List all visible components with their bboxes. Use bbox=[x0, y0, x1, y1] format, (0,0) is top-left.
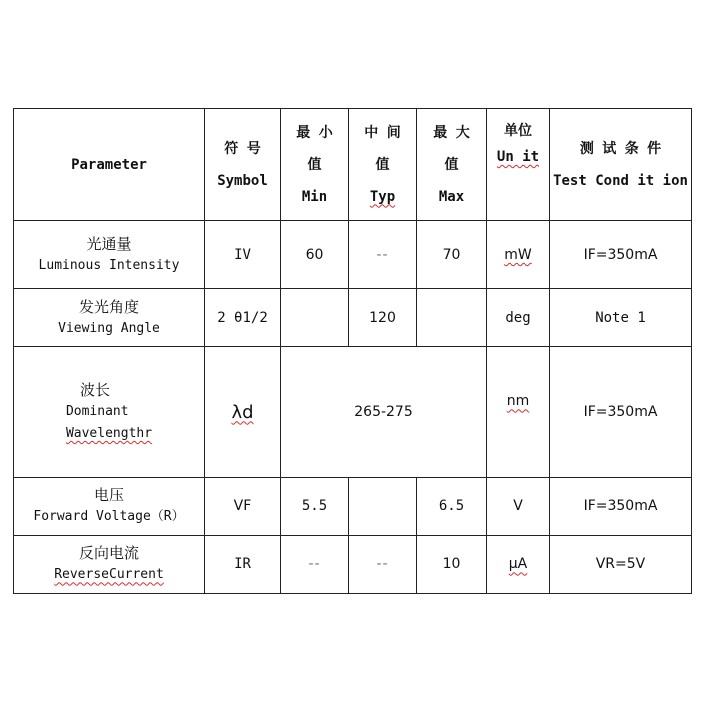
header-test-zh: 测 试 条 件 bbox=[579, 140, 662, 157]
param-en: Viewing Angle bbox=[58, 320, 160, 336]
header-max-zh2: 值 bbox=[444, 156, 459, 173]
header-typ bbox=[349, 109, 417, 221]
header-test-en: Test Cond it ion bbox=[553, 172, 688, 189]
param-en: Forward Voltage（R） bbox=[33, 509, 185, 525]
unit-cell bbox=[487, 347, 550, 477]
min-cell: -- bbox=[281, 535, 349, 593]
param-zh: 电压 bbox=[93, 486, 124, 505]
header-row bbox=[14, 109, 692, 221]
min-cell: 5.5 bbox=[281, 477, 349, 535]
max-cell: 70 bbox=[417, 221, 487, 289]
param-zh: 波长 bbox=[79, 381, 110, 400]
param-en: Dominant bbox=[65, 404, 129, 420]
table-row bbox=[14, 289, 692, 347]
table-row bbox=[14, 221, 692, 289]
param-zh: 反向电流 bbox=[78, 544, 139, 563]
header-test-condition bbox=[550, 109, 692, 221]
spec-table bbox=[13, 108, 692, 594]
header-min-zh1: 最 小 bbox=[296, 124, 333, 141]
header-symbol-zh: 符 号 bbox=[224, 140, 261, 157]
symbol-cell: IR bbox=[205, 535, 281, 593]
table-row bbox=[14, 347, 692, 477]
header-symbol bbox=[205, 109, 281, 221]
param-cell bbox=[14, 221, 205, 289]
param-cell bbox=[14, 347, 205, 477]
max-cell: 10 bbox=[417, 535, 487, 593]
min-cell bbox=[281, 289, 349, 347]
condition-cell: IF=350mA bbox=[550, 477, 692, 535]
max-cell: 6.5 bbox=[417, 477, 487, 535]
header-unit-zh: 单位 bbox=[504, 123, 532, 139]
header-max bbox=[417, 109, 487, 221]
condition-cell: VR=5V bbox=[550, 535, 692, 593]
unit-text: mW bbox=[504, 246, 532, 263]
header-max-zh1: 最 大 bbox=[433, 124, 470, 141]
param-cell bbox=[14, 535, 205, 593]
unit-cell bbox=[487, 535, 550, 593]
header-unit-en: Un it bbox=[496, 149, 540, 165]
typ-cell bbox=[349, 477, 417, 535]
min-cell: 60 bbox=[281, 221, 349, 289]
symbol-cell: IV bbox=[205, 221, 281, 289]
header-min-en: Min bbox=[301, 188, 328, 205]
unit-text: μA bbox=[508, 556, 528, 573]
header-typ-zh1: 中 间 bbox=[364, 124, 401, 141]
param-cell bbox=[14, 477, 205, 535]
symbol-cell: 2 θ1/2 bbox=[205, 289, 281, 347]
param-en: ReverseCurrent bbox=[54, 567, 164, 583]
header-symbol-en: Symbol bbox=[217, 172, 268, 189]
condition-cell: IF=350mA bbox=[550, 221, 692, 289]
header-unit bbox=[487, 109, 550, 221]
condition-cell: IF=350mA bbox=[550, 347, 692, 477]
max-cell bbox=[417, 289, 487, 347]
param-zh: 发光角度 bbox=[78, 297, 139, 316]
symbol-cell bbox=[205, 347, 281, 477]
param-en-2: Wavelengthr bbox=[65, 426, 153, 442]
symbol-text: λd bbox=[231, 401, 254, 423]
symbol-cell: VF bbox=[205, 477, 281, 535]
typ-cell: -- bbox=[349, 535, 417, 593]
table-row bbox=[14, 535, 692, 593]
typ-cell: -- bbox=[349, 221, 417, 289]
range-cell: 265-275 bbox=[281, 347, 487, 477]
unit-cell bbox=[487, 221, 550, 289]
typ-cell: 120 bbox=[349, 289, 417, 347]
param-zh: 光通量 bbox=[86, 234, 132, 253]
condition-cell: Note 1 bbox=[550, 289, 692, 347]
header-min-zh2: 值 bbox=[307, 156, 322, 173]
header-typ-en: Typ bbox=[369, 188, 396, 205]
header-typ-zh2: 值 bbox=[375, 156, 390, 173]
table-row bbox=[14, 477, 692, 535]
param-en: Luminous Intensity bbox=[38, 257, 180, 273]
unit-cell: deg bbox=[487, 289, 550, 347]
unit-cell: V bbox=[487, 477, 550, 535]
param-cell bbox=[14, 289, 205, 347]
unit-text: nm bbox=[506, 393, 530, 410]
header-min bbox=[281, 109, 349, 221]
header-max-en: Max bbox=[438, 188, 465, 205]
header-parameter: Parameter bbox=[14, 109, 205, 221]
